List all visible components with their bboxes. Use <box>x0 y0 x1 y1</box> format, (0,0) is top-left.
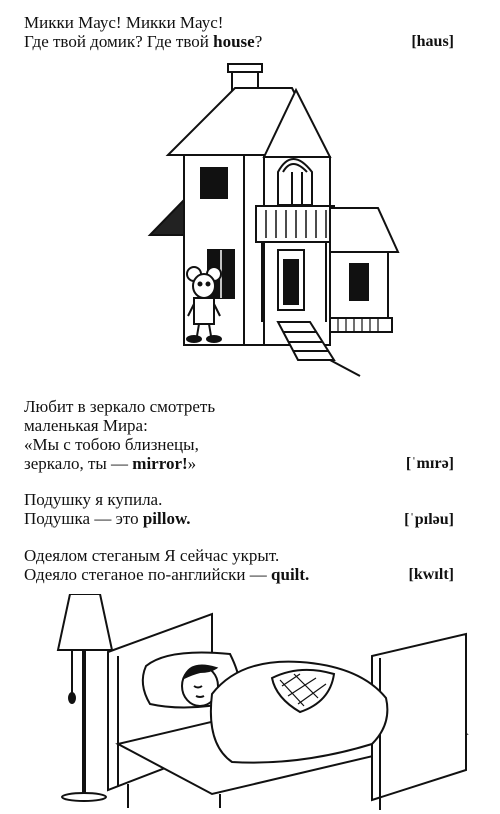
verse-line <box>24 32 262 51</box>
english-word-mirror: mirror! <box>132 454 188 473</box>
verse-text: Где твой домик? Где твой <box>24 32 214 51</box>
house-illustration <box>0 60 500 390</box>
verse-text: » <box>187 454 197 473</box>
transcription-pillow: [ˈpɪləu] <box>404 511 454 528</box>
english-word-pillow: pillow. <box>142 509 191 528</box>
verse-line: Подушку я купила. <box>24 490 163 509</box>
house-drawing <box>150 64 398 376</box>
stanza-quilt <box>24 546 309 584</box>
verse-line: Любит в зеркало смотреть <box>24 397 216 416</box>
verse-line <box>24 454 215 473</box>
verse-line: «Мы с тобою близнецы, <box>24 435 199 454</box>
transcription-mirror: [ˈmɪrə] <box>405 455 454 472</box>
verse-line <box>24 509 191 528</box>
transcription-house: [haus] <box>411 33 454 50</box>
stanza-house <box>24 13 262 51</box>
stanza-mirror <box>24 397 215 473</box>
quilt <box>211 662 388 763</box>
verse-text: Подушка — это <box>24 509 143 528</box>
english-word-house: house <box>213 32 255 51</box>
verse-text: ? <box>254 32 263 51</box>
verse-line: маленькая Мира: <box>24 416 148 435</box>
verse-line: Одеялом стеганым Я сейчас укрыт. <box>24 546 280 565</box>
floor-lamp <box>58 594 112 801</box>
verse-line <box>24 565 309 584</box>
verse-line: Микки Маус! Микки Маус! <box>24 13 224 32</box>
bed-illustration <box>0 594 500 812</box>
verse-text: Одеяло стеганое по-английски — <box>24 565 272 584</box>
verse-text: зеркало, ты — <box>24 454 133 473</box>
transcription-quilt: [kwɪlt] <box>408 566 454 583</box>
stanza-pillow <box>24 490 191 528</box>
english-word-quilt: quilt. <box>271 565 310 584</box>
